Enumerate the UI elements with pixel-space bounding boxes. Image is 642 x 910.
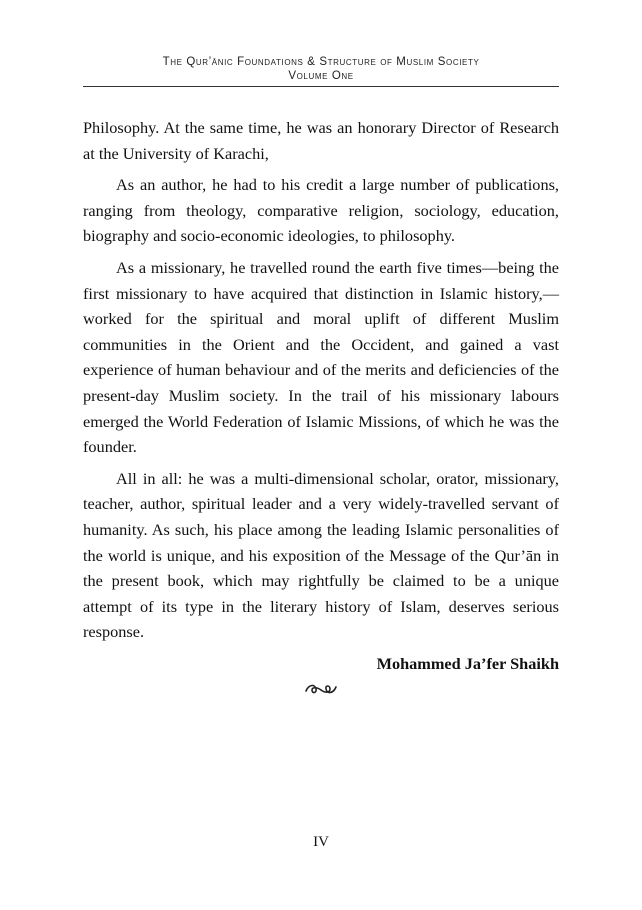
paragraph-conclusion: All in all: he was a multi-dimensional scholar, orator, missionary, teacher, author, spiritual leader and a very widely-travelled servant of humanity. As such, his place among the leading Islamic personalities of the world is unique, and his exposition of the Message of the Qur’ān in the present book, which may rightfully be claimed to be a unique attempt of its type in the literary history of Islam, deserves serious response. [83,468,559,642]
flourish-ornament-icon [83,679,559,699]
paragraph-continuation: Philosophy. At the same time, he was an honorary Director of Research at the University of Karachi, [83,118,559,163]
signature: Mohammed Ja’fer Shaikh [376,653,559,673]
header-divider [83,86,559,87]
paragraph-missionary: As a missionary, he travelled round the earth five times—being the first missionary to have acquired that distinction in Islamic history,— worked for the spiritual and moral uplift of different Muslim communities in the Orient and the Occident, and gained a vast experience of human behaviour and of the merits and deficiencies of the present-day Muslim society. In the trail of his missionary labours emerged the World Federation of Islamic Missions, of which he was the founder. [83,257,559,457]
running-header-title: The Qur’ānic Foundations & Structure of Muslim Society [162,56,480,68]
page-number: IV [313,834,329,850]
body-text [83,115,559,699]
running-header-volume: Volume One [288,70,354,82]
paragraph-author: As an author, he had to his credit a large number of publications, ranging from theology, comparative religion, sociology, education, biography and socio-economic ideologies, to philosophy. [83,175,559,246]
running-header [83,55,559,83]
